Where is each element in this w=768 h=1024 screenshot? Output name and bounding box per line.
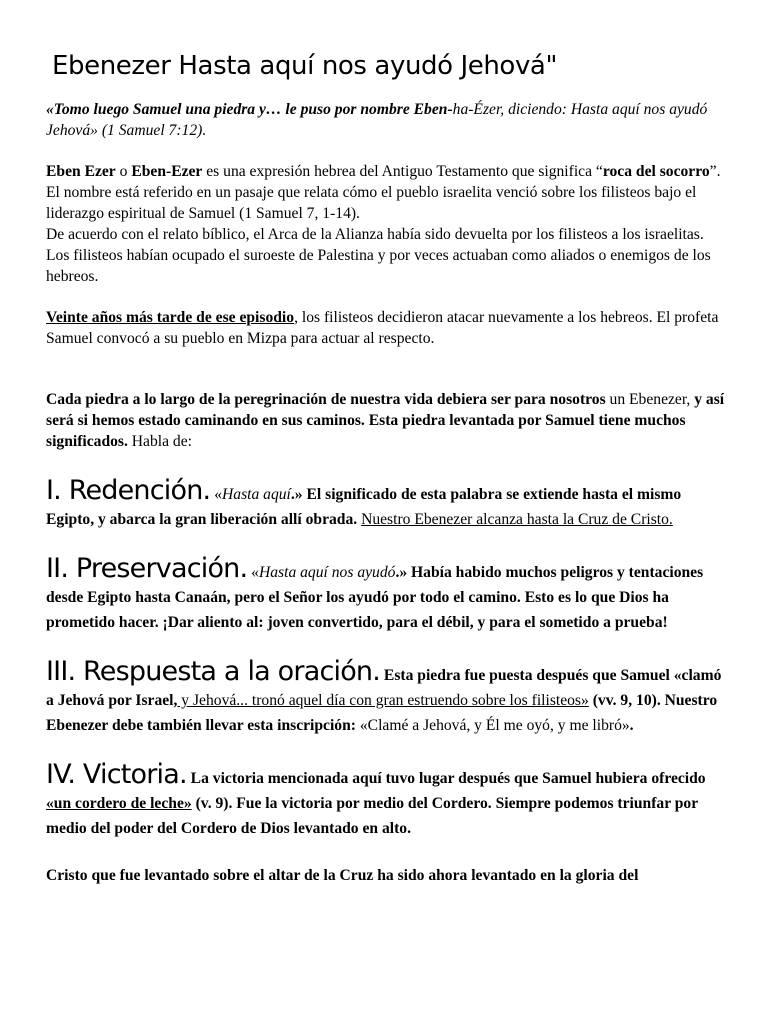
s2-bold-text: Había habido muchos peligros y tentaciones desde Egipto hasta Canaán, pero el Señor los ayudó por todo el camino. Esto es lo que Dios ha prometido hacer. ¡Dar aliento al: joven convertido, para el débil, y para el sometido a prueba! — [46, 564, 704, 631]
section-preservacion — [46, 553, 726, 635]
cada-bold-1: Cada piedra a lo largo de la peregrinación de nuestra vida debiera ser para nosotros — [46, 391, 606, 408]
quote-text-a: «Tomo luego Samuel una piedra y… le puso por nombre Eben- — [46, 101, 453, 118]
intro-text-2: ”. El nombre está referido en un pasaje que relata cómo el pueblo israelita venció sobre los filisteos bajo el liderazgo espiritual de Samuel (1 Samuel 7, 1-14). — [46, 163, 721, 222]
cristo-paragraph: Cristo que fue levantado sobre el altar de la Cruz ha sido ahora levantado en la gloria del — [46, 867, 639, 884]
document-title: Ebenezer Hasta aquí nos ayudó Jehová" — [52, 51, 558, 81]
quote-reference: (1 Samuel 7:12). — [97, 122, 207, 139]
s3-jehova-tronó-link[interactable]: y Jehová... tronó aquel día con gran estruendo sobre los filisteos» — [177, 692, 589, 709]
s1-quote-text: Hasta aquí — [222, 486, 291, 503]
s4-cordero-link[interactable]: «un cordero de leche» — [46, 795, 192, 812]
section-respuesta-oracion — [46, 656, 726, 738]
s4-bold-1: La victoria mencionada aquí tuvo lugar después que Samuel hubiera ofrecido — [186, 770, 706, 787]
term-roca-del-socorro: roca del socorro — [602, 163, 710, 180]
s3-bold-1: Esta piedra fue puesta después que Samuel «clamó a Jehová por Israel, — [46, 667, 722, 709]
cada-piedra-paragraph — [46, 389, 726, 452]
s1-quote-open: « — [210, 486, 223, 503]
section-heading-respuesta: III. Respuesta a la oración. — [46, 656, 381, 687]
intro-text-3: De acuerdo con el relato bíblico, el Arca de la Alianza había sido devuelta por los filisteos a los israelitas. Los filisteos habían ocupado el suroeste de Palestina y por veces actuaban como aliados o enemigos de los hebreos. — [46, 226, 711, 285]
term-eben-ezer: Eben Ezer — [46, 163, 116, 180]
intro-text-1: es una expresión hebrea del Antiguo Testamento que significa “ — [202, 163, 603, 180]
s3-end: . — [629, 717, 634, 734]
cada-normal-2: Habla de: — [127, 433, 192, 450]
document-page — [46, 50, 726, 886]
cada-bold-2: y así será si hemos estado caminando en sus caminos. Esta piedra levantada por Samuel tiene muchos significados. — [46, 391, 725, 450]
section-heading-victoria: IV. Victoria. — [46, 759, 187, 790]
s1-quote-close: .» — [290, 486, 303, 503]
veinte-paragraph — [46, 307, 726, 349]
section-heading-preservacion: II. Preservación. — [46, 553, 248, 584]
s1-bold-text: El significado de esta palabra se extiende hasta el mismo Egipto, y abarca la gran liberación allí obrada. — [46, 486, 682, 528]
s2-quote-open: « — [247, 564, 259, 581]
section-redencion — [46, 475, 726, 532]
section-heading-redencion: I. Redención. — [46, 475, 211, 506]
intro-or: o — [115, 163, 132, 180]
veinte-anos-link[interactable]: Veinte años más tarde de ese episodio — [46, 309, 295, 326]
term-eben-ezer-hyphen: Eben-Ezer — [131, 163, 203, 180]
s4-bold-2: (v. 9). Fue la victoria por medio del Cordero. Siempre podemos triunfar por medio del poder del Cordero de Dios levantado en alto. — [46, 795, 698, 837]
s3-bold-2: (vv. 9, 10). Nuestro Ebenezer debe también llevar esta inscripción: — [46, 692, 718, 734]
cada-normal-1: un Ebenezer, — [605, 391, 695, 408]
s1-cruz-link[interactable]: Nuestro Ebenezer alcanza hasta la Cruz de Cristo. — [361, 511, 673, 528]
s3-normal: «Clamé a Jehová, y Él me oyó, y me libró» — [355, 717, 630, 734]
s2-quote-text: Hasta aquí nos ayudó — [258, 564, 396, 581]
s2-quote-close: .» — [395, 564, 408, 581]
section-victoria — [46, 759, 726, 841]
veinte-text: , los filisteos decidieron atacar nuevamente a los hebreos. El profeta Samuel convocó a su pueblo en Mizpa para actuar al respecto. — [46, 309, 719, 347]
quote-text-b: ha-Ézer, diciendo: Hasta aquí nos ayudó Jehová» — [46, 101, 708, 139]
opening-quote — [46, 99, 726, 141]
intro-paragraph — [46, 161, 726, 287]
